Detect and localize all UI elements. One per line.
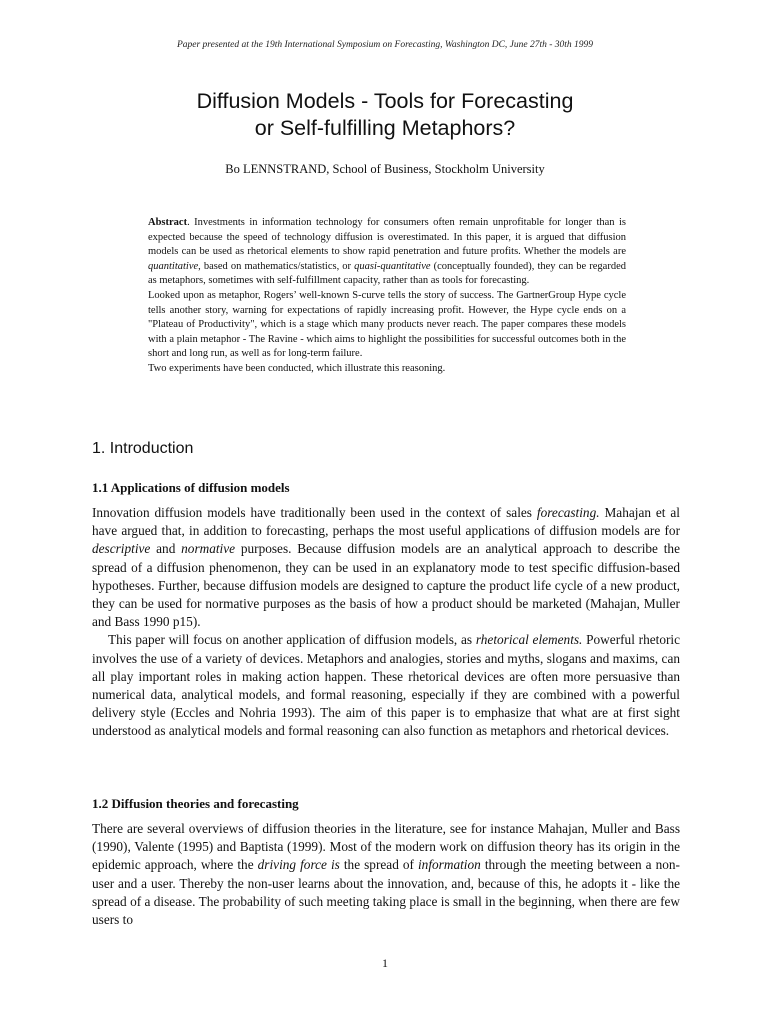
subsection-heading-1-2: 1.2 Diffusion theories and forecasting <box>92 796 299 811</box>
abstract-text: . Investments in information technology for consumers often remain unprofitable for longer than is expected because the speed of technology diffusion is overestimated. In this paper, it is argued that diffusion models can be used as rhetorical elements to show rapid penetration and future profits. Whether the models are <box>148 217 626 258</box>
paragraph-text: through the meeting between a non-user and a user. Thereby the non-user learns about the innovation, and, because of this, he adopts it - like the spread of a disease. The probability of such meeting taking place is small in the beginning, when there are few users to <box>92 857 680 928</box>
paragraph-emphasis: descriptive <box>92 541 151 557</box>
paragraph <box>92 631 680 740</box>
header-note: Paper presented at the 19th International Symposium on Forecasting, Washington DC, June 27th - 30th 1999 <box>176 40 594 50</box>
abstract <box>148 216 626 377</box>
paragraph-emphasis: normative <box>181 541 236 557</box>
subsection-heading-1-1: 1.1 Applications of diffusion models <box>92 480 290 495</box>
paragraph-text: purposes. Because diffusion models are an analytical approach to describe the spread of a diffusion phenomenon, they can be used in an explanatory mode to test specific diffusion-based hypotheses. Further, because diffusion models are designed to capture the product life cycle of a new product, they can be used for normative purposes as the basis of how a product should be marketed (Mahajan, Muller and Bass 1990 p15). <box>92 541 680 630</box>
paragraph-text: There are several overviews of diffusion theories in the literature, see for instance Mahajan, Muller and Bass (1990), Valente (1995) and Baptista (1999). Most of the modern work on diffusion theory has its origin in the epidemic approach, where the <box>92 821 680 873</box>
paragraph-text: Powerful rhetoric involves the use of a variety of devices. Metaphors and analogies, stories and myths, slogans and maxims, can all play important roles in making action happen. These rhetorical devices are often more persuasive than numerical data, analytical models, and formal reasoning, especially if they are combined with a powerful delivery style (Eccles and Nohria 1993). The aim of this paper is to emphasize that what are at first sight understood as analytical models and formal reasoning can also function as metaphors and rhetorical devices. <box>92 632 680 739</box>
paragraph-emphasis: forecasting. <box>536 505 600 520</box>
title-line-1: Diffusion Models - Tools for Forecasting <box>196 89 574 113</box>
paragraph-text: This paper will focus on another application of diffusion models, as <box>108 632 476 648</box>
paragraph-text: the spread of <box>339 857 418 873</box>
paragraph-emphasis: information <box>417 857 481 873</box>
paragraph-text: and <box>150 541 182 557</box>
page-number: 1 <box>382 956 388 970</box>
author-line: Bo LENNSTRAND, School of Business, Stockholm University <box>225 162 545 176</box>
section-1-2-body <box>92 820 680 929</box>
section-1-1-body <box>92 504 680 741</box>
paragraph-emphasis: driving force is <box>257 857 340 873</box>
title-line-2: or Self-fulfilling Metaphors? <box>254 116 516 140</box>
paragraph-text: Innovation diffusion models have traditionally been used in the context of sales <box>92 505 537 520</box>
paragraph <box>92 504 680 631</box>
abstract-emphasis: quasi-quantitative <box>354 260 431 272</box>
abstract-text: , based on mathematics/statistics, or <box>198 260 355 272</box>
abstract-text: (conceptually founded), they can be regarded as metaphors, sometimes with self-fulfillment capacity, rather than as tools for forecasting. <box>148 260 626 287</box>
paragraph <box>92 820 680 929</box>
abstract-paragraph-1 <box>148 216 626 289</box>
abstract-paragraph-3: Two experiments have been conducted, which illustrate this reasoning. <box>148 362 446 374</box>
abstract-paragraph-2: Looked upon as metaphor, Rogers’ well-known S-curve tells the story of success. The GartnerGroup Hype cycle tells another story, warning for expectations of rapidly increasing profit. However, the Hype cycle ends on a "Plateau of Productivity", which is a stage which many products never reach. The paper compares these models with a plain metaphor - The Ravine - which aims to highlight the possibilities for successful outcomes both in the short and long run, as well as for long-term failure. <box>148 289 626 360</box>
paragraph-text: Mahajan et al have argued that, in addition to forecasting, perhaps the most useful applications of diffusion models are for <box>92 505 680 539</box>
abstract-emphasis: quantitative <box>148 260 199 272</box>
paper-title <box>0 88 770 142</box>
abstract-label: Abstract <box>148 217 188 228</box>
paragraph-emphasis: rhetorical elements. <box>475 632 583 648</box>
section-heading-introduction: 1. Introduction <box>92 440 194 457</box>
